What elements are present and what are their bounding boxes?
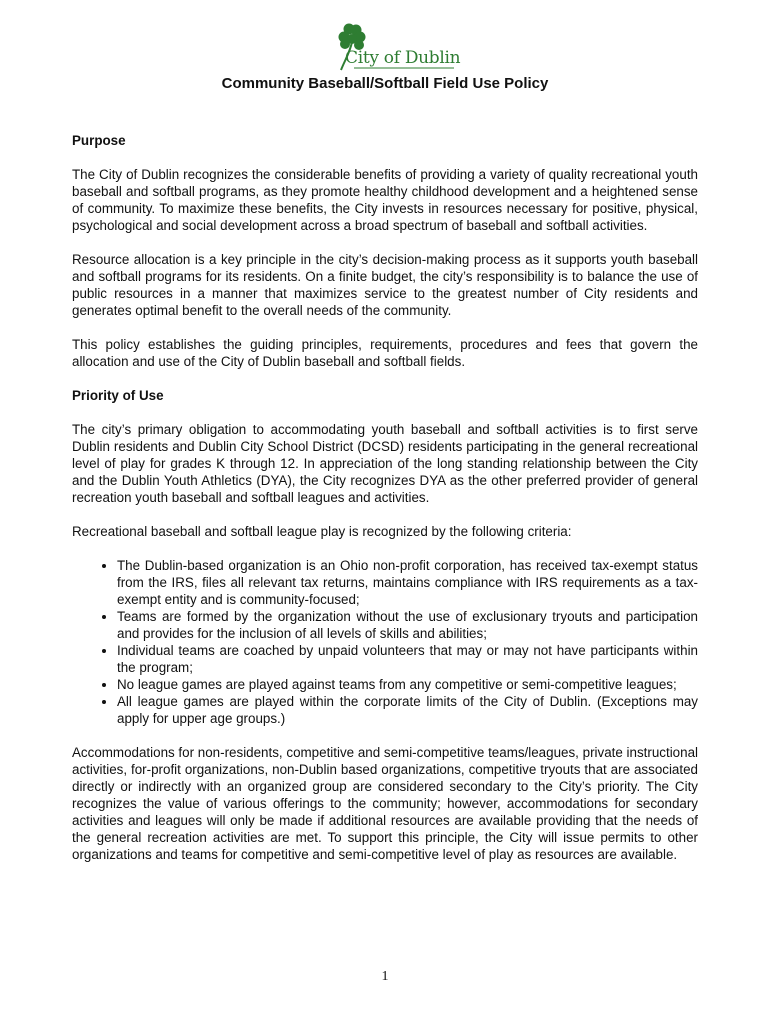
paragraph: Recreational baseball and softball league play is recognized by the following criteria: xyxy=(72,524,572,539)
section-heading-purpose: Purpose xyxy=(72,133,126,148)
list-item: • All league games are played within the corporate limits of the City of Dublin. (Exceptions may apply for upper age groups.) xyxy=(117,693,698,727)
paragraph: The city’s primary obligation to accommodating youth baseball and softball activities is to first serve Dublin residents and Dublin City School District (DCSD) residents participating in the general recreational level of play for grades K through 12. In appreciation of the long standing relationship between the City and the Dublin Youth Athletics (DYA), the City recognizes DYA as the other preferred provider of general recreation youth baseball and softball leagues and activities. xyxy=(72,422,698,505)
criteria-list xyxy=(72,557,698,727)
paragraph: This policy establishes the guiding principles, requirements, procedures and fees that govern the allocation and use of the City of Dublin baseball and softball fields. xyxy=(72,337,698,369)
list-item: • Individual teams are coached by unpaid volunteers that may or may not have participants within the program; xyxy=(117,642,698,676)
city-logo xyxy=(330,20,460,72)
paragraph: Resource allocation is a key principle in the city’s decision-making process as it supports youth baseball and softball programs for its residents. On a finite budget, the city’s responsibility is to balance the use of public resources in a manner that maximizes service to the greatest number of City residents and generates optimal benefit to the overall needs of the community. xyxy=(72,252,698,318)
logo-text: City of Dublin xyxy=(345,48,461,68)
document-body xyxy=(72,132,698,863)
page-title: Community Baseball/Softball Field Use Policy xyxy=(221,75,549,92)
paragraph: The City of Dublin recognizes the considerable benefits of providing a variety of quality recreational youth baseball and softball programs, as they promote healthy childhood development and a heightened sense of community. To maximize these benefits, the City invests in resources necessary for positive, physical, psychological and social development across a broad spectrum of baseball and softball activities. xyxy=(72,167,698,233)
list-item: • The Dublin-based organization is an Ohio non-profit corporation, has received tax-exempt status from the IRS, files all relevant tax returns, maintains compliance with IRS requirements as a tax-exempt entity and is community-focused; xyxy=(117,557,698,608)
list-item: • No league games are played against teams from any competitive or semi-competitive leagues; xyxy=(117,676,698,693)
section-heading-priority: Priority of Use xyxy=(72,388,164,403)
page-number: 1 xyxy=(381,969,389,984)
paragraph: Accommodations for non-residents, competitive and semi-competitive teams/leagues, private instructional activities, for-profit organizations, non-Dublin based organizations, competitive tryouts that are associated directly or indirectly with an organized group are considered secondary to the City’s priority. The City recognizes the value of various offerings to the community; however, accommodations for secondary activities and leagues will only be made if additional resources are available providing that the needs of the general recreation activities are met. To support this principle, the City will issue permits to other organizations and teams for competitive and semi-competitive level of play as resources are available. xyxy=(72,745,698,862)
list-item: • Teams are formed by the organization without the use of exclusionary tryouts and participation and provides for the inclusion of all levels of skills and abilities; xyxy=(117,608,698,642)
